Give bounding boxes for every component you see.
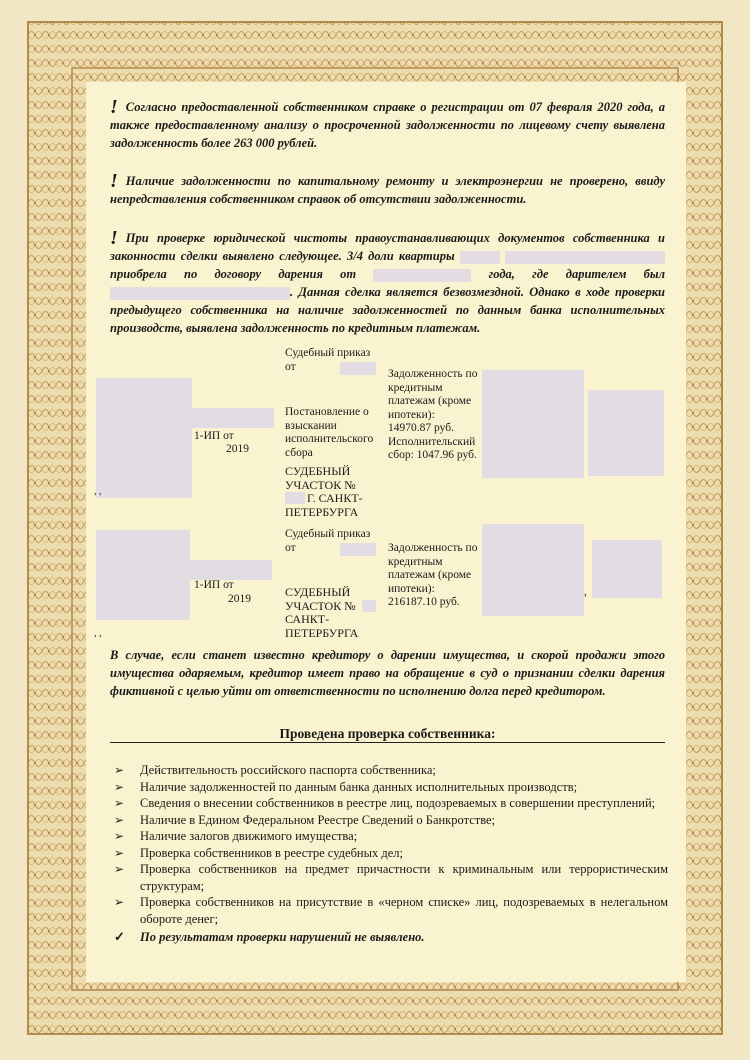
case-number: 1-ИП от: [194, 430, 234, 442]
list-item: [112, 795, 668, 812]
arrow-bullet-icon: ➢: [114, 796, 125, 810]
list-item: [112, 828, 668, 845]
redacted-block: [592, 540, 662, 598]
list-item: [112, 845, 668, 862]
paragraph-text-e: . Данная сделка является безвозмездной. Однако в ходе проверки предыдущего собственника на наличие задолженностей по данным банка исполнительных производств, выявлена задолженность по кредитным платежам.: [110, 285, 665, 335]
arrow-bullet-icon: ➢: [114, 862, 125, 876]
redacted-block: [192, 408, 274, 428]
court-city: САНКТ-ПЕТЕРБУРГА: [285, 612, 359, 640]
paragraph-legal-check: [110, 227, 665, 337]
court-order-label: Судебный приказ от: [285, 347, 371, 373]
paragraph-utility-debt: [110, 170, 665, 208]
list-item-text: Наличие залогов движимого имущества;: [140, 829, 358, 843]
check-heading: Проведена проверка собственника:: [279, 726, 496, 741]
redacted-block: [96, 530, 190, 620]
redacted-name: [505, 251, 665, 264]
arrow-bullet-icon: ➢: [114, 763, 125, 777]
tick-marks: , ,: [94, 628, 102, 639]
list-item: [112, 812, 668, 829]
redacted-block: [482, 524, 584, 616]
case-year: 2019: [226, 443, 249, 455]
paragraph-registration: [110, 96, 665, 152]
comma: ,: [584, 586, 587, 598]
list-item-text: Проверка собственников на предмет причастности к криминальным или террористическим структурам;: [140, 862, 668, 893]
final-result-text: По результатам проверки нарушений не выявлено.: [140, 930, 425, 944]
redacted-block: [482, 370, 584, 478]
redacted-date: [373, 269, 471, 282]
court-order-label: Судебный приказ от: [285, 528, 371, 554]
paragraph-text-d: дарителем был: [565, 267, 666, 281]
court-city: Г. САНКТ-ПЕТЕРБУРГА: [285, 491, 363, 519]
list-item-text: Наличие задолженностей по данным банка данных исполнительных производств;: [140, 779, 578, 794]
paragraph-text: Согласно предоставленной собственником справке о регистрации от 07 февраля 2020 года, а также предоставленному анализу о просроченной задолженности по лицевому счету выявлена задолженность более 263 000 рублей.: [110, 100, 665, 150]
paragraph-text: В случае, если станет известно кредитору о дарении имущества, и скорой продажи этого имущества одаряемым, кредитор имеет право на обращение в суд о признании сделки дарения фиктивной с целью уйти от ответственности по исполнению долга перед кредитором.: [110, 648, 665, 698]
arrow-bullet-icon: ➢: [114, 779, 125, 794]
paragraph-creditor-warning: [110, 646, 665, 700]
paragraph-text: Наличие задолженности по капитальному ремонту и электроэнергии не проверено, ввиду непредставления собственником справок об отсутствии задолженности.: [110, 174, 665, 206]
exclamation-icon: !: [110, 227, 118, 249]
debt-amount: Задолженность по кредитным платежам (кроме ипотеки): 14970.87 руб. Исполнительский сбор: 1047.96 руб.: [388, 368, 478, 461]
list-item: [112, 762, 668, 779]
redacted-donor: [110, 287, 290, 300]
list-item: [112, 894, 668, 927]
arrow-bullet-icon: ➢: [114, 829, 125, 843]
redacted-block: [190, 560, 272, 580]
court-district: СУДЕБНЫЙ УЧАСТОК №: [285, 464, 356, 492]
paragraph-text-b: приобрела по договору дарения от: [110, 267, 357, 281]
list-item: [112, 779, 668, 796]
tick-marks: , ,: [94, 486, 102, 497]
redacted-block: [362, 600, 376, 612]
exclamation-icon: !: [110, 170, 118, 192]
checkmark-icon: ✓: [114, 929, 125, 944]
arrow-bullet-icon: ➢: [114, 812, 125, 827]
arrow-bullet-icon: ➢: [114, 845, 125, 860]
case-year: 2019: [228, 593, 251, 605]
list-item-text: Действительность российского паспорта собственника;: [140, 763, 436, 777]
court-district: СУДЕБНЫЙ УЧАСТОК №: [285, 585, 356, 613]
final-result: [112, 929, 668, 946]
debt-amount: Задолженность по кредитным платежам (кроме ипотеки): 216187.10 руб.: [388, 542, 478, 608]
check-list: [112, 762, 668, 946]
list-item-text: Сведения о внесении собственников в реестре лиц, подозреваемых в совершении преступлений;: [140, 796, 656, 810]
redacted-address: [460, 251, 500, 264]
redacted-block: [340, 362, 376, 375]
paragraph-text-c: года, где: [488, 267, 549, 281]
list-item-text: Наличие в Едином Федеральном Реестре Сведений о Банкротстве;: [140, 812, 496, 827]
enforcement-fee-order: Постановление о взыскании исполнительского сбора: [285, 406, 374, 459]
redacted-block: [96, 378, 192, 498]
exclamation-icon: !: [110, 96, 118, 118]
paragraph-text-a: При проверке юридической чистоты правоустанавливающих документов собственника и законности сделки выявлено следующее. 3/4 доли квартиры: [110, 231, 665, 263]
case-number: 1-ИП от: [194, 579, 234, 591]
arrow-bullet-icon: ➢: [114, 895, 125, 909]
redacted-block: [340, 543, 376, 556]
list-item-text: Проверка собственников в реестре судебных дел;: [140, 845, 404, 860]
redacted-block: [588, 390, 664, 476]
list-item: [112, 861, 668, 894]
list-item-text: Проверка собственников на присутствие в «черном списке» лиц, подозреваемых в нелегальном обороте денег;: [140, 895, 668, 926]
heading-divider: [110, 742, 665, 743]
